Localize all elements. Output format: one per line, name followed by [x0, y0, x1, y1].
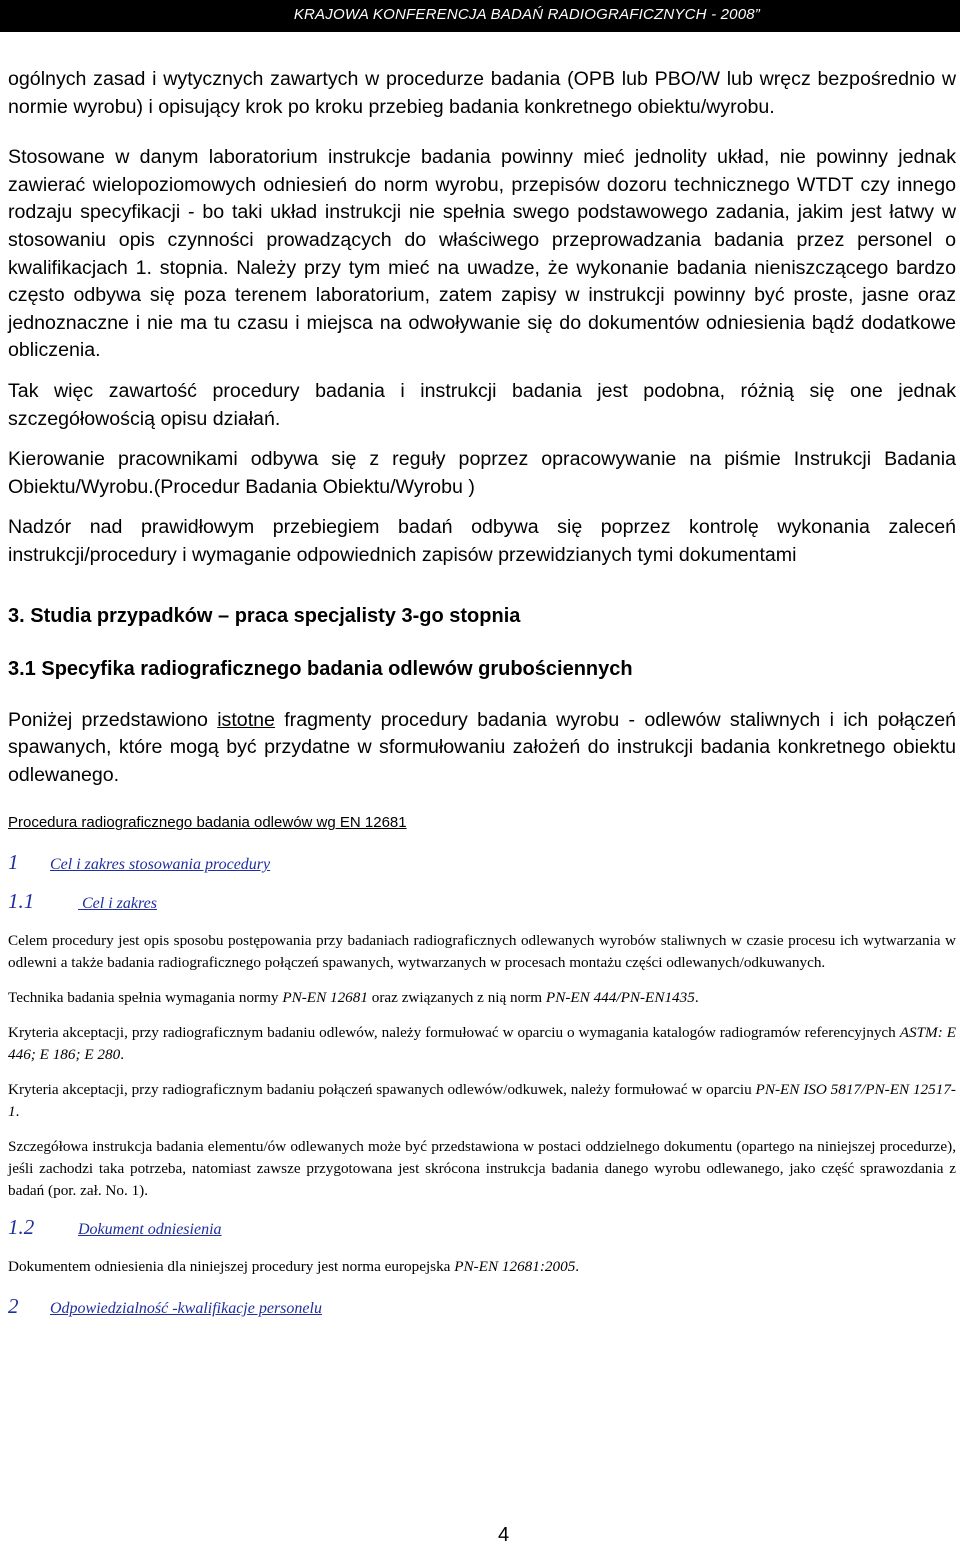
section-1-title: Cel i zakres stosowania procedury: [50, 856, 271, 874]
paragraph-acceptance-welds: [8, 1079, 956, 1123]
reference-document-text: Dokumentem odniesienia dla niniejszej procedury jest norma europejska: [8, 1258, 455, 1276]
paragraph-continuation: ogólnych zasad i wytycznych zawartych w procedurze badania (OPB lub PBO/W lub wręcz bezpośrednio w normie wyrobu) i opisujący krok po kroku przebieg badania konkretnego obiektu/wyrobu.: [8, 68, 956, 118]
acceptance-welds-end: .: [15, 1103, 20, 1121]
reference-document-end: .: [575, 1258, 580, 1276]
section-1-1-number: 1.1: [8, 889, 35, 914]
section-1-number: 1: [8, 850, 19, 875]
section-1-2-title: Dokument odniesienia: [78, 1221, 222, 1239]
acceptance-castings-end: .: [120, 1046, 124, 1064]
heading-section-3-1: 3.1 Specyfika radiograficznego badania odlewów grubościennych: [8, 657, 633, 680]
intro-after: fragmenty procedury badania wyrobu - odlewów staliwnych i ich połączeń spawanych, które mogą być przydatne w sformułowaniu założeń do instrukcji badania konkretnego obiektu odlewanego.: [8, 708, 956, 786]
running-header-title: KRAJOWA KONFERENCJA BADAŃ RADIOGRAFICZNYCH - 2008”: [293, 6, 760, 23]
paragraph-detailed-instruction: Szczegółowa instrukcja badania elementu/ów odlewanych może być przedstawiona w postaci oddzielnego dokumentu (opartego na niniejszej procedurze), jeśli zachodzi taka potrzeba, natomiast zawsze przygotowana jest skrócona instrukcja badania danego wyrobu odlewanego, jako część sprawozdania z badań (por. zał. No. 1).: [8, 1138, 956, 1200]
acceptance-welds-text: Kryteria akceptacji, przy radiograficznym badaniu połączeń spawanych odlewów/odkuwek, należy formułować w oparciu: [8, 1081, 756, 1099]
section-1-1-heading: [8, 887, 956, 918]
paragraph-reference-document: [8, 1256, 956, 1278]
section-2-heading: [8, 1292, 956, 1323]
technique-text-3: .: [694, 989, 699, 1007]
intro-before: Poniżej przedstawiono: [8, 708, 218, 731]
technique-norm-2: PN-EN 444/PN-EN1435: [545, 989, 695, 1007]
section-1-2-number: 1.2: [8, 1215, 35, 1240]
page-body: [8, 66, 956, 1323]
paragraph-intro: [8, 707, 956, 790]
technique-text-2: oraz związanych z nią norm: [367, 989, 546, 1007]
procedure-title: Procedura radiograficznego badania odlewów wg EN 12681: [8, 814, 407, 832]
running-header: [0, 0, 960, 32]
section-1-heading: [8, 848, 956, 879]
intro-emphasis: istotne: [217, 708, 275, 731]
section-1-1-title: Cel i zakres: [78, 895, 157, 913]
paragraph-acceptance-castings: [8, 1022, 956, 1066]
section-1-2-heading: [8, 1213, 956, 1244]
section-2-title: Odpowiedzialność -kwalifikacje personelu: [50, 1300, 322, 1318]
technique-norm-1: PN-EN 12681: [282, 989, 368, 1007]
paragraph-instructions: Stosowane w danym laboratorium instrukcje badania powinny mieć jednolity układ, nie powinny jednak zawierać wielopoziomowych odniesień do norm wyrobu, przepisów dozoru technicznego WTDT czy innego rodzaju specyfikacji - bo taki układ instrukcji nie spełnia swego podstawowego zadania, jakim jest łatwy w stosowaniu opis czynności prowadzących do właściwego przeprowadzania badania przez personel o kwalifikacjach 1. stopnia. Należy przy tym mieć na uwadze, że wykonanie badania nieniszczącego bardzo często odbywa się poza terenem laboratorium, zatem zapisy w instrukcji powinny być proste, jasne oraz jednoznaczne i nie ma tu czasu i miejsca na odwoływanie się do dokumentów odniesienia bądź dodatkowe obliczenia.: [8, 146, 956, 362]
paragraph-purpose: Celem procedury jest opis sposobu postępowania przy badaniach radiograficznych odlewanych wyrobów staliwnych w czasie procesu ich wytwarzania w odlewni a także badania radiograficznego połączeń spawanych, wytwarzanych w procesach montażu części odlewanych/odkuwanych.: [8, 932, 956, 972]
paragraph-technique: [8, 987, 956, 1009]
acceptance-welds-norms: PN-EN ISO 5817/PN-EN 12517-1: [8, 1081, 956, 1121]
paragraph-content-comparison: Tak więc zawartość procedury badania i instrukcji badania jest podobna, różnią się one jednak szczegółowością opisu działań.: [8, 379, 956, 430]
heading-section-3: 3. Studia przypadków – praca specjalisty 3-go stopnia: [8, 604, 521, 627]
acceptance-castings-text: Kryteria akceptacji, przy radiograficznym badaniu odlewów, należy formułować w oparciu o wymagania katalogów radiogramów referencyjnych: [8, 1024, 900, 1042]
paragraph-supervision: Nadzór nad prawidłowym przebiegiem badań odbywa się poprzez kontrolę wykonania zaleceń instrukcji/procedury i wymaganie odpowiednich zapisów przewidzianych tymi dokumentami: [8, 516, 956, 566]
paragraph-management: Kierowanie pracownikami odbywa się z reguły poprzez opracowywanie na piśmie Instrukcji Badania Obiektu/Wyrobu.(Procedur Badania Obiektu/Wyrobu ): [8, 448, 956, 498]
section-2-number: 2: [8, 1294, 19, 1319]
reference-document-norm: PN-EN 12681:2005: [454, 1258, 576, 1276]
page-number: 4: [498, 1524, 510, 1546]
technique-text-1: Technika badania spełnia wymagania normy: [8, 989, 283, 1007]
acceptance-castings-norms: ASTM: E 446; E 186; E 280: [8, 1024, 956, 1064]
